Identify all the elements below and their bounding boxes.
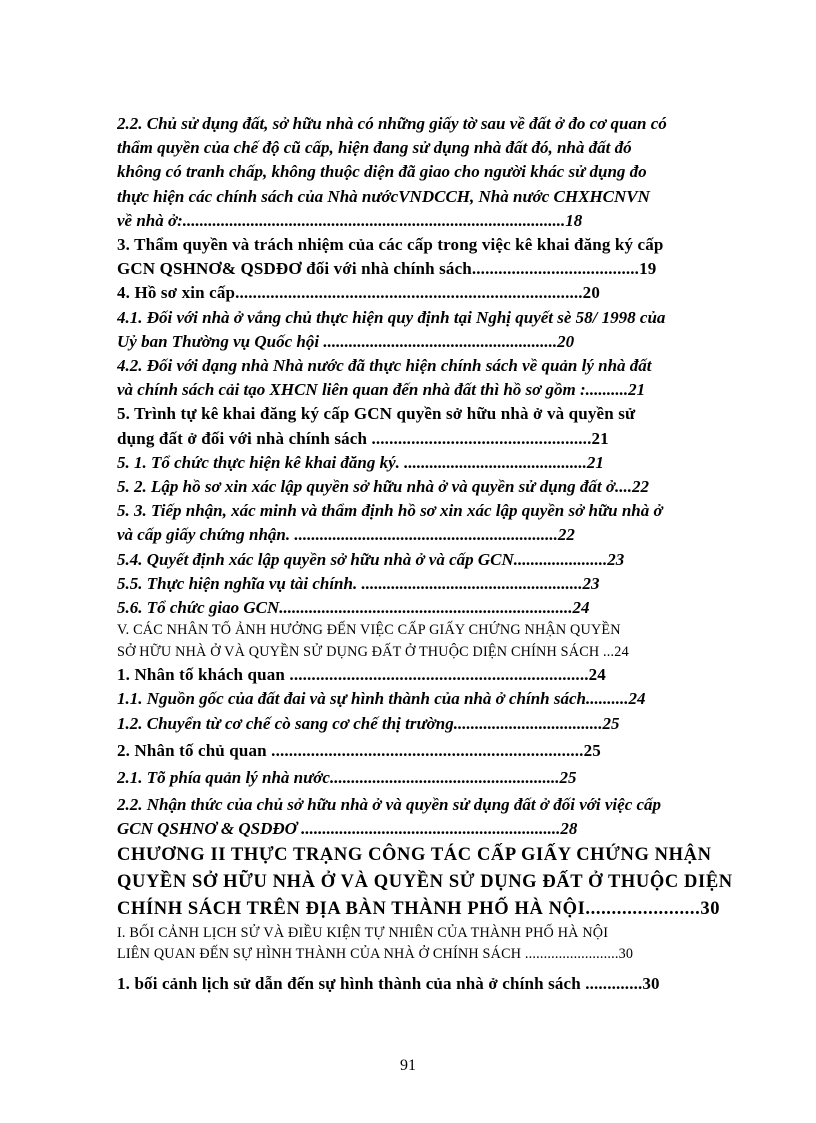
toc-line: 5. 3. Tiếp nhận, xác minh và thẩm định hồ sơ xin xác lập quyền sở hữu nhà ở [117, 501, 663, 521]
toc-line: không có tranh chấp, không thuộc diện đã giao cho người khác sử dụng đo [117, 162, 647, 182]
toc-entry [117, 548, 738, 572]
toc-line: 4.1. Đối với nhà ở vắng chủ thực hiện quy định tại Nghị quyết sè 58/ 1998 của [117, 307, 666, 327]
toc-entry [117, 923, 738, 966]
toc-entry [117, 739, 738, 763]
toc-line: thực hiện các chính sách của Nhà nướcVNDCCH, Nhà nước CHXHCNVN [117, 186, 650, 206]
toc-line: thẩm quyền của chế độ cũ cấp, hiện đang sử dụng nhà đất đó, nhà đất đó [117, 138, 632, 158]
toc-line: 4. Hồ sơ xin cấp...............................................................................20 [117, 283, 600, 303]
toc-entry [117, 475, 738, 499]
toc-line: V. CÁC NHÂN TỐ ẢNH HƯỞNG ĐẾN VIỆC CẤP GIẤY CHỨNG NHẬN QUYỀN [117, 622, 621, 639]
toc-entry [117, 663, 738, 687]
toc-entry [117, 572, 738, 596]
toc-entry [117, 499, 738, 547]
toc-entry [117, 451, 738, 475]
toc-line: Uỷ ban Thường vụ Quốc hội .......................................................20 [117, 331, 575, 351]
toc-entry [117, 596, 738, 620]
toc-entry [117, 620, 738, 663]
toc-line: 2.2. Chủ sử dụng đất, sở hữu nhà có những giấy tờ sau về đất ở đo cơ quan có [117, 114, 667, 133]
toc-line: GCN QSHNƠ & QSDĐƠ .............................................................28 [117, 819, 578, 839]
toc-line: GCN QSHNƠ& QSDĐƠ đối với nhà chính sách......................................19 [117, 259, 657, 279]
toc-line: 5.6. Tổ chức giao GCN.....................................................................24 [117, 598, 590, 618]
table-of-contents [117, 112, 738, 996]
toc-line: và cấp giấy chứng nhận. ..............................................................22 [117, 525, 575, 545]
toc-entry [117, 112, 738, 233]
toc-line: 4.2. Đối với dạng nhà Nhà nước đã thực hiện chính sách về quản lý nhà đất [117, 356, 652, 376]
page-number: 91 [400, 1057, 416, 1074]
toc-line: CHƯƠNG II THỰC TRẠNG CÔNG TÁC CẤP GIẤY CHỨNG NHẬN [117, 844, 712, 865]
toc-entry [117, 402, 738, 450]
toc-line: LIÊN QUAN ĐẾN SỰ HÌNH THÀNH CỦA NHÀ Ở CHÍNH SÁCH .........................30 [117, 946, 634, 963]
toc-entry [117, 233, 738, 281]
toc-line: QUYỀN SỞ HỮU NHÀ Ở VÀ QUYỀN SỬ DỤNG ĐẤT Ở THUỘC DIỆN [117, 871, 733, 892]
toc-entry [117, 766, 738, 790]
toc-entry [117, 842, 738, 923]
toc-line: 1.1. Nguồn gốc của đất đai và sự hình thành của nhà ở chính sách..........24 [117, 689, 646, 709]
toc-entry [117, 354, 738, 402]
toc-line: dụng đất ở đối với nhà chính sách ..................................................21 [117, 428, 609, 448]
toc-entry [117, 306, 738, 354]
toc-line: 1.2. Chuyển từ cơ chế cò sang cơ chế thị trường...................................25 [117, 713, 620, 733]
toc-line: 1. bối cảnh lịch sử dẫn đến sự hình thành của nhà ở chính sách .............30 [117, 973, 660, 993]
toc-line: 2. Nhân tố chủ quan .......................................................................25 [117, 740, 601, 760]
toc-entry [117, 281, 738, 305]
toc-entry [117, 972, 738, 996]
toc-line: CHÍNH SÁCH TRÊN ĐỊA BÀN THÀNH PHỐ HÀ NỘI......................30 [117, 898, 721, 919]
toc-line: I. BỐI CẢNH LỊCH SỬ VÀ ĐIỀU KIỆN TỰ NHIÊN CỦA THÀNH PHỐ HÀ NỘI [117, 924, 609, 941]
toc-line: 5.5. Thực hiện nghĩa vụ tài chính. ....................................................23 [117, 573, 600, 593]
toc-line: về nhà ở:..........................................................................................18 [117, 210, 583, 230]
toc-line: 2.1. Tõ phía quản lý nhà nước......................................................25 [117, 768, 577, 788]
toc-entry [117, 793, 738, 841]
toc-line: 2.2. Nhận thức của chủ sở hữu nhà ở và quyền sử dụng đất ở đối với việc cấp [117, 795, 662, 815]
toc-line: 5. 2. Lập hồ sơ xin xác lập quyền sở hữu nhà ở và quyền sử dụng đất ở....22 [117, 477, 649, 497]
toc-line: 5.4. Quyết định xác lập quyền sở hữu nhà ở và cấp GCN......................23 [117, 549, 625, 569]
toc-line: SỞ HỮU NHÀ Ở VÀ QUYỀN SỬ DỤNG ĐẤT Ở THUỘC DIỆN CHÍNH SÁCH ...24 [117, 643, 629, 660]
toc-entry [117, 712, 738, 736]
toc-line: và chính sách cải tạo XHCN liên quan đến nhà đất thì hồ sơ gồm :..........21 [117, 380, 646, 400]
toc-entry [117, 687, 738, 711]
toc-line: 5. Trình tự kê khai đăng ký cấp GCN quyền sở hữu nhà ở và quyền sử [117, 404, 636, 424]
toc-line: 1. Nhân tố khách quan ....................................................................24 [117, 665, 606, 685]
toc-line: 5. 1. Tổ chức thực hiện kê khai đăng ký. ...........................................21 [117, 452, 604, 472]
toc-line: 3. Thẩm quyền và trách nhiệm của các cấp trong việc kê khai đăng ký cấp [117, 235, 664, 255]
